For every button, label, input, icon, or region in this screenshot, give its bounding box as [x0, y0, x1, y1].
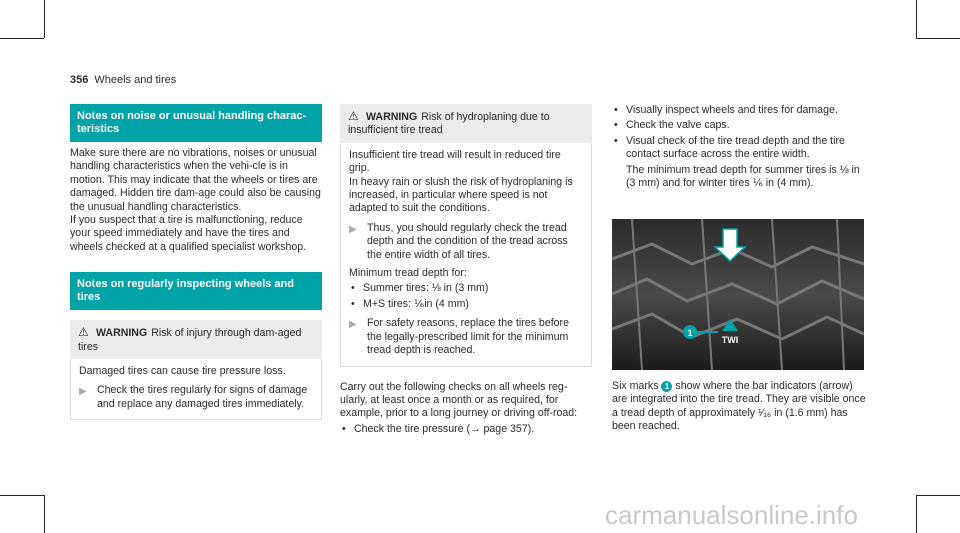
- callout-1-number: 1: [687, 328, 693, 338]
- section-title: Wheels and tires: [94, 74, 177, 86]
- noise-heading: Notes on noise or unusual handling charac-teristics: [70, 104, 322, 142]
- min-depth-list: [349, 282, 583, 311]
- inspect-heading: Notes on regularly inspecting wheels and tires: [70, 272, 322, 310]
- noise-paragraph-1: Make sure there are no vibrations, noises or unusual handling characteristics when the vehi-cle is in motion. This may indicate that the wheels or tires are damaged. Hidden tire dam-age could also be causing the unusual handling characteristics.: [70, 147, 321, 213]
- hydro-action-2: [349, 317, 583, 357]
- crop-mark: [916, 0, 917, 38]
- list-item: • M+S tires: ⅙in (4 mm): [351, 297, 469, 310]
- tread-background: [612, 219, 864, 370]
- list-item: • Summer tires: ⅛ in (3 mm): [351, 282, 489, 295]
- min-depth-note: The minimum tread depth for summer tires is ⅛ in (3 mm) and for winter tires ⅙ in (4 mm).: [626, 163, 860, 190]
- warning-header: [340, 104, 592, 143]
- warning-action-text: Check the tires regularly for signs of damage and replace any damaged tires immediately.: [97, 384, 308, 410]
- tire-tread-photo: [612, 219, 864, 370]
- watermark: carmanualsonline.info: [605, 500, 858, 530]
- warning-text: Risk of hydroplaning due to insufficient tire tread: [348, 111, 550, 137]
- crop-mark: [916, 495, 960, 496]
- crop-mark: [44, 495, 45, 533]
- warning-injury: [70, 320, 322, 420]
- warning-body: [340, 143, 592, 367]
- page-header: [70, 74, 176, 86]
- min-depth-label: Minimum tread depth for:: [349, 267, 467, 280]
- warning-label: WARNING: [366, 111, 418, 123]
- warning-body-text: Damaged tires can cause tire pressure loss.: [79, 365, 286, 378]
- twi-label: TWI: [721, 335, 739, 345]
- column-3: [612, 104, 868, 190]
- warning-body: [70, 359, 322, 420]
- list-item: • Check the valve caps.: [614, 119, 730, 132]
- crop-mark: [0, 495, 44, 496]
- action-arrow-icon: ▶: [349, 319, 357, 331]
- checks-list: [340, 423, 592, 436]
- checks-paragraph: Carry out the following checks on all wheels reg-ularly, at least once a month or as required, for example, prior to a long journey or driving off-road:: [340, 380, 578, 420]
- list-item: • Visual check of the tire tread depth and the tire contact surface across the entire width.: [614, 134, 845, 161]
- crop-mark: [44, 0, 45, 38]
- noise-paragraph-2: If you suspect that a tire is malfunctioning, reduce your speed immediately and have the tires and wheels checked at a qualified specialist workshop.: [70, 214, 307, 253]
- page-number: 356: [70, 74, 89, 86]
- warning-hydroplaning: [340, 104, 592, 367]
- action-arrow-icon: ▶: [79, 386, 87, 398]
- list-item[interactable]: • Check the tire pressure (→ page 357).: [342, 422, 535, 435]
- list-item: • Visually inspect wheels and tires for damage.: [614, 104, 838, 116]
- hydro-body-1: Insufficient tire tread will result in reduced tire grip.: [349, 148, 561, 175]
- callout-1-badge: 1: [661, 381, 672, 392]
- action-arrow-icon: ▶: [349, 223, 357, 235]
- crop-mark: [916, 38, 960, 39]
- crop-mark: [0, 38, 44, 39]
- warning-label: WARNING: [96, 327, 148, 340]
- caption-post: show where the bar indicators (arrow) are integrated into the tire tread. They are visible once a tread depth of approximately ¹⁄₁₆ in (1.6 mm) has been reached.: [612, 380, 866, 433]
- warning-header: [70, 320, 322, 359]
- column-1: [70, 104, 322, 420]
- crop-mark: [916, 495, 917, 533]
- warning-action: [79, 384, 313, 411]
- hydro-body-2: In heavy rain or slush the risk of hydroplaning is increased, in particular where speed is not adapted to suit the conditions.: [349, 175, 573, 215]
- photo-caption: [612, 380, 868, 434]
- warning-triangle-icon: ⚠: [348, 109, 359, 123]
- column-2: [340, 104, 592, 438]
- hydro-action-2-text: For safety reasons, replace the tires before the legally-prescribed limit for the minimum tread depth is reached.: [367, 317, 569, 357]
- warning-triangle-icon: ⚠: [78, 325, 89, 340]
- warning-text: Risk of injury through dam-aged tires: [78, 327, 302, 353]
- checks-list-continued: [612, 104, 868, 162]
- caption-pre: Six marks: [612, 380, 659, 392]
- hydro-action-1-text: Thus, you should regularly check the tread depth and the condition of the tread across the entire width of all tires.: [367, 221, 568, 261]
- hydro-action-1: [349, 222, 583, 262]
